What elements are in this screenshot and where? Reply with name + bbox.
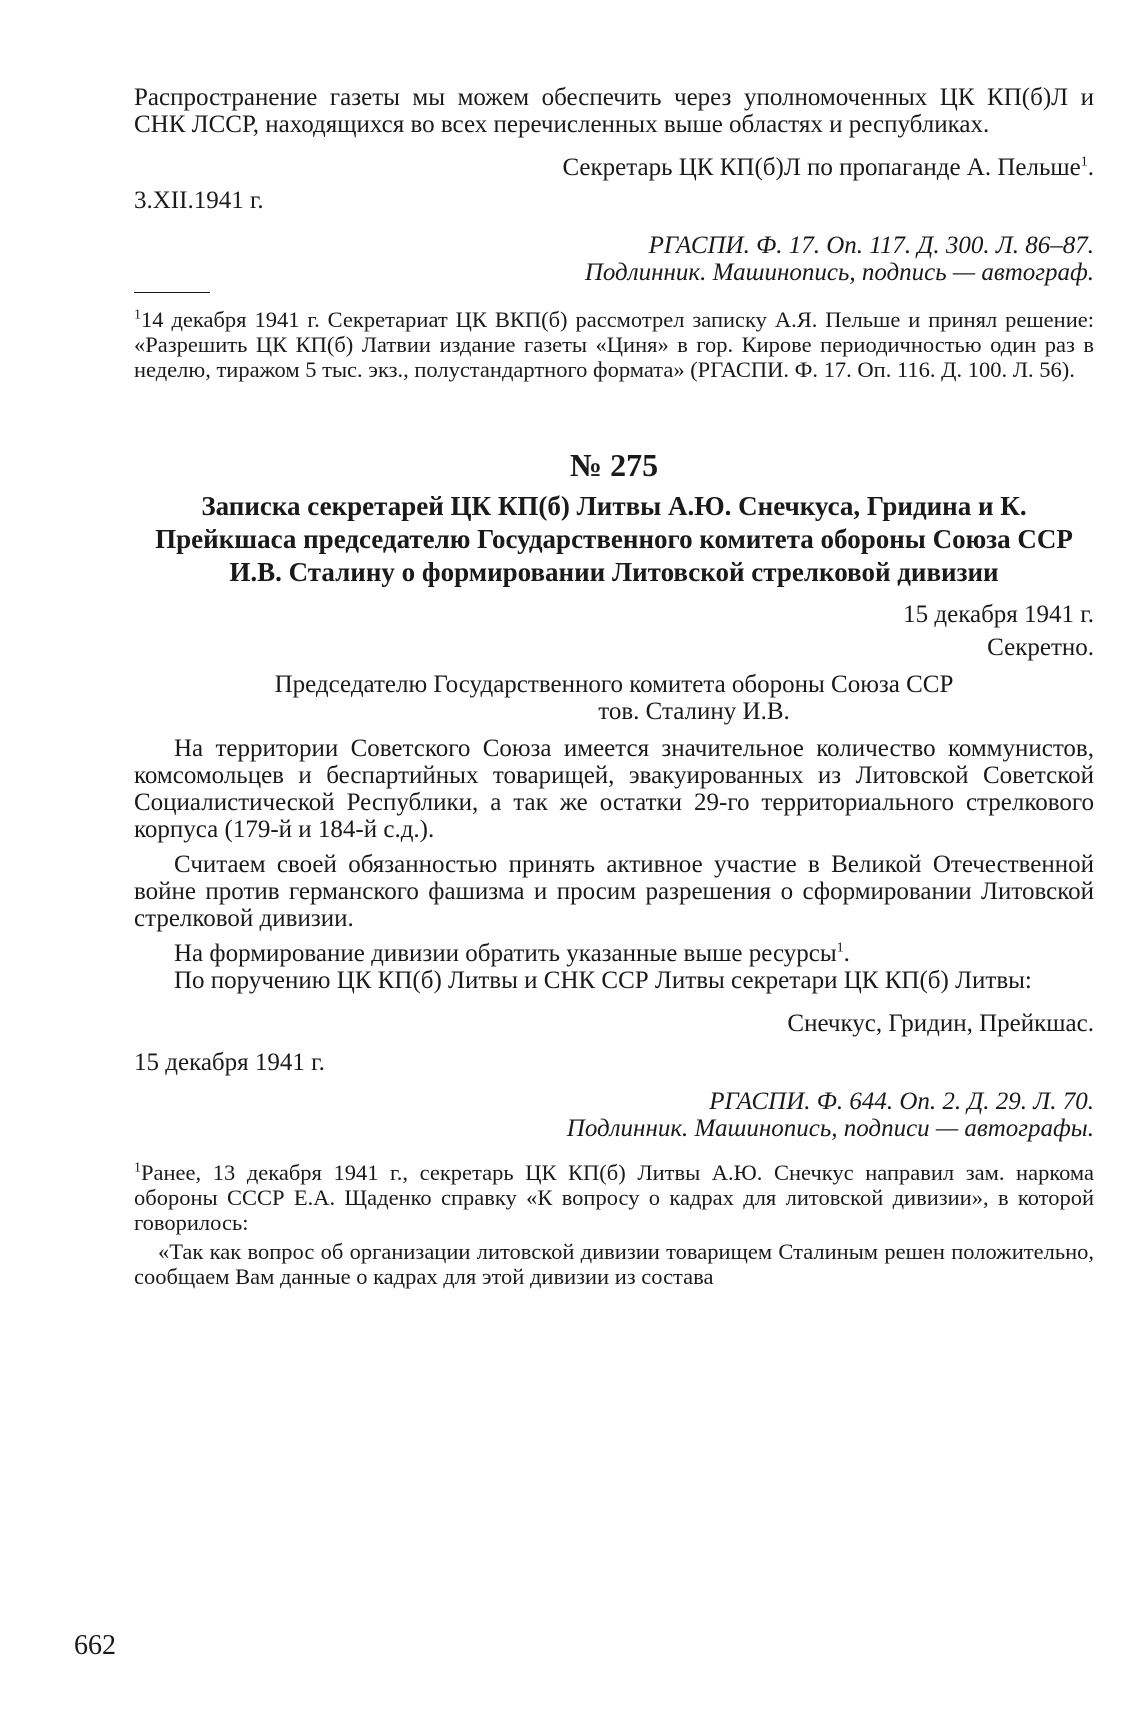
signature-pelshe: Секретарь ЦК КП(б)Л по пропаганде А. Пельше$^1$. — [562, 154, 1094, 181]
archive-note: Подлинник. Машинопись, подписи — автографы. — [566, 1115, 1094, 1142]
paragraph-1: На территории Советского Союза имеется значительное количество коммунистов, комсомольцев и беспартийных товарищей, эвакуированных из Литовской Советской Социалистической Республики, а так же остатки 29-го территориального стрелкового корпуса (179-й и 184-й с.д.). — [134, 735, 1094, 843]
document-number: № 275 — [569, 447, 659, 483]
paragraph-4: По поручению ЦК КП(б) Литвы и СНК ССР Литвы секретари ЦК КП(б) Литвы: — [174, 967, 1032, 994]
footnote-2 — [134, 1160, 1094, 1235]
paragraph-distribution: Распространение газеты мы можем обеспечить через уполномоченных ЦК КП(б)Л и СНК ЛССР, находящихся во всех перечисленных выше областях и республиках. — [134, 84, 1094, 138]
footnote-marker: 1 — [134, 307, 141, 323]
footnote-ref: 1 — [1080, 154, 1088, 170]
footnote-ref: 1 — [836, 940, 844, 956]
signatories: Снечкус, Гридин, Прейкшас. — [787, 1010, 1094, 1037]
footnote-divider — [134, 292, 210, 293]
footnote-marker: 1 — [134, 1160, 141, 1176]
page-number: 662 — [74, 1630, 116, 1661]
footnote-2-quote: «Так как вопрос об организации литовской дивизии товарищем Сталиным решен положительно, сообщаем Вам данные о кадрах для этой дивизии из состава — [134, 1239, 1094, 1289]
document-date: 15 декабря 1941 г. — [903, 601, 1094, 628]
archive-note-top: Подлинник. Машинопись, подпись — автограф. — [584, 259, 1094, 286]
archive-reference-top: РГАСПИ. Ф. 17. Оп. 117. Д. 300. Л. 86–87. — [648, 232, 1094, 259]
footnote-text: 14 декабря 1941 г. Секретариат ЦК ВКП(б) рассмотрел записку А.Я. Пельше и принял решение: «Разрешить ЦК КП(б) Латвии издание газеты «Циня» в гор. Кирове периодичностью один раз в неделю, тиражом 5 тыс. экз., полустандартного формата» (РГАСПИ. Ф. 17. Оп. 116. Д. 100. Л. 56). — [134, 307, 1094, 382]
paragraph-3-text: На формирование дивизии обратить указанные выше ресурсы — [174, 940, 837, 967]
page-content — [134, 84, 1094, 1289]
archive-reference: РГАСПИ. Ф. 644. Оп. 2. Д. 29. Л. 70. — [709, 1088, 1094, 1115]
footnote-1 — [134, 307, 1094, 382]
document-date-top: 3.XII.1941 г. — [134, 187, 264, 214]
document-title: Записка секретарей ЦК КП(б) Литвы А.Ю. Снечкуса, Гридина и К. Прейкшаса председателю Государственного комитета обороны Союза ССР И.В. Сталину о формировании Литовской стрелковой дивизии — [155, 491, 1073, 587]
footnote-text: Ранее, 13 декабря 1941 г., секретарь ЦК КП(б) Литвы А.Ю. Снечкус направил зам. наркома обороны СССР Е.А. Щаденко справку «К вопросу о кадрах для литовской дивизии», в которой говорилось: — [134, 1160, 1094, 1235]
sign-date: 15 декабря 1941 г. — [134, 1049, 325, 1076]
classification-mark: Секретно. — [987, 634, 1094, 661]
paragraph-3-end: . — [843, 940, 850, 967]
addressee-line-2: тов. Сталину И.В. — [598, 698, 790, 725]
paragraph-3 — [134, 940, 1094, 967]
paragraph-2: Считаем своей обязанностью принять активное участие в Великой Отечественной войне против германского фашизма и просим разрешения о сформировании Литовской стрелковой дивизии. — [134, 851, 1094, 932]
addressee-line-1: Председателю Государственного комитета обороны Союза ССР — [274, 671, 954, 698]
signature-text: Секретарь ЦК КП(б)Л по пропаганде А. Пельше — [562, 154, 1081, 181]
